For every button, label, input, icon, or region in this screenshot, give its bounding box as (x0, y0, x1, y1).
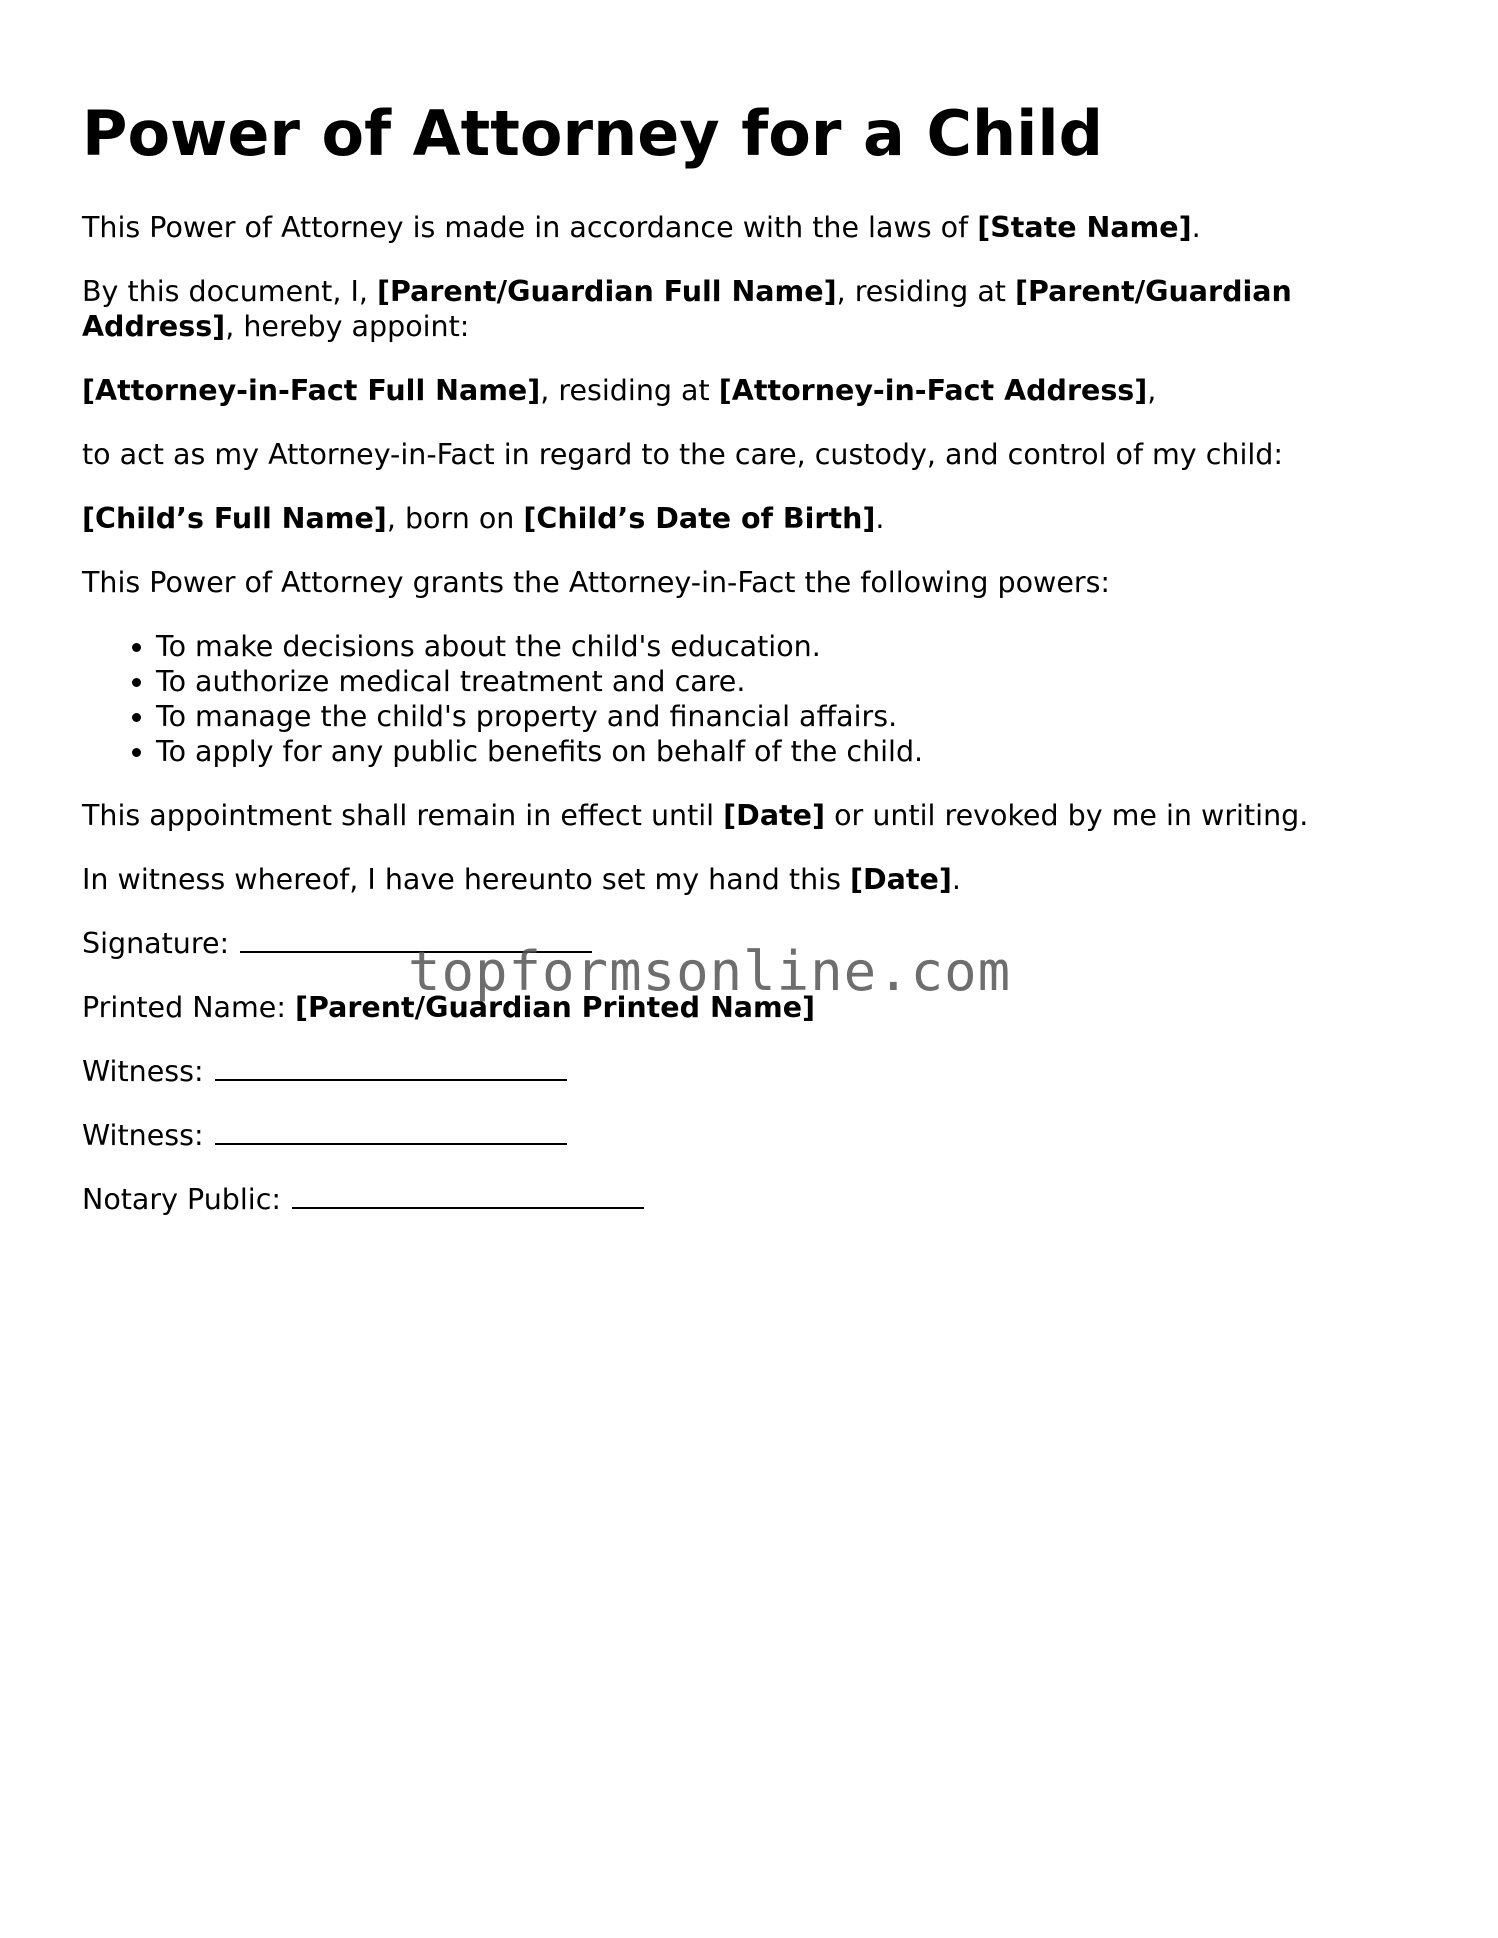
state-name-placeholder: [State Name] (977, 211, 1192, 245)
text: or until revoked by me in writing. (825, 799, 1309, 833)
list-item: • To make decisions about the child's education. (156, 629, 1422, 664)
printed-name-placeholder: [Parent/Guardian Printed Name] (295, 991, 816, 1025)
parent-address-placeholder: [Parent/Guardian Address] (82, 275, 1292, 344)
powers-intro-paragraph: This Power of Attorney grants the Attorney-in-Fact the following powers: (82, 566, 1111, 600)
signing-date-placeholder: [Date] (849, 863, 952, 897)
attorney-paragraph (82, 373, 1422, 408)
notary-line (82, 1182, 1422, 1217)
text: . (951, 863, 961, 897)
child-dob-placeholder: [Child’s Date of Birth] (523, 502, 876, 536)
text: . (875, 502, 885, 536)
text: , hereby appoint: (225, 310, 470, 344)
document-page (82, 97, 1422, 1246)
text: By this document, I, (82, 275, 377, 309)
witness-line-2 (82, 1118, 1422, 1153)
parent-name-placeholder: [Parent/Guardian Full Name] (376, 275, 837, 309)
effect-paragraph (82, 798, 1422, 833)
text: . (1191, 211, 1201, 245)
list-item: • To manage the child's property and financial affairs. (156, 699, 1422, 734)
witness-label: Witness: (82, 1119, 204, 1153)
text: This appointment shall remain in effect until (82, 799, 724, 833)
witness-line-1 (82, 1054, 1422, 1089)
text: , (1147, 374, 1157, 408)
child-name-placeholder: [Child’s Full Name] (82, 502, 387, 536)
witness-2-field[interactable] (215, 1119, 567, 1145)
powers-list (82, 629, 1422, 769)
text: In witness whereof, I have hereunto set my hand this (82, 863, 850, 897)
list-item: • To apply for any public benefits on behalf of the child. (156, 734, 1422, 769)
end-date-placeholder: [Date] (723, 799, 826, 833)
state-law-paragraph (82, 210, 1422, 245)
witness-label: Witness: (82, 1055, 204, 1089)
act-as-paragraph: to act as my Attorney-in-Fact in regard to the care, custody, and control of my child: (82, 438, 1283, 472)
page-title: Power of Attorney for a Child (82, 97, 1103, 170)
printed-name-label: Printed Name: (82, 991, 286, 1025)
attorney-name-placeholder: [Attorney-in-Fact Full Name] (82, 374, 541, 408)
signature-label: Signature: (82, 927, 230, 961)
text: , residing at (836, 275, 1016, 309)
witness-1-field[interactable] (215, 1055, 567, 1081)
text: , residing at (540, 374, 719, 408)
list-item: • To authorize medical treatment and care. (156, 664, 1422, 699)
child-paragraph (82, 501, 1422, 536)
text: , born on (386, 502, 524, 536)
attorney-address-placeholder: [Attorney-in-Fact Address] (718, 374, 1148, 408)
notary-field[interactable] (292, 1183, 644, 1209)
notary-label: Notary Public: (82, 1183, 281, 1217)
watermark: topformsonline.com (408, 940, 1012, 1003)
text: This Power of Attorney is made in accordance with the laws of (82, 211, 978, 245)
witness-whereof-paragraph (82, 862, 1422, 897)
parent-paragraph (82, 274, 1422, 344)
